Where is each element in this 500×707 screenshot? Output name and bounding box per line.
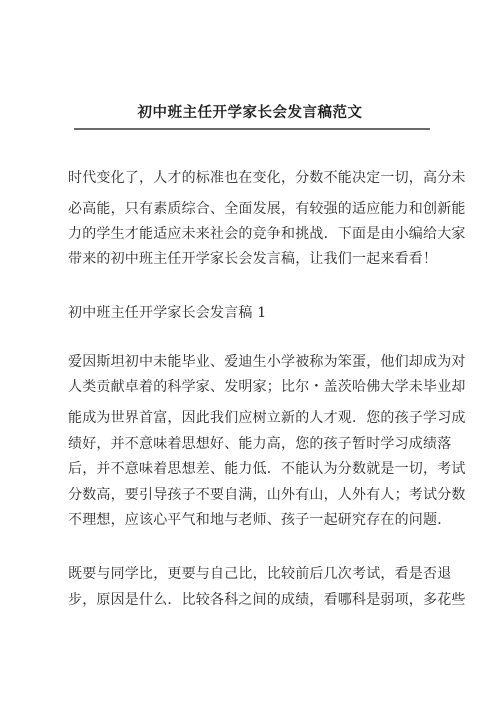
paragraph1-line-4: 绩好，并不意味着思想好、能力高，您的孩子暂时学习成绩落 xyxy=(68,436,452,452)
intro-line-4: 带来的初中班主任开学家长会发言稿，让我们一起来看看！ xyxy=(68,251,438,267)
paragraph1-line-6: 分数高，要引导孩子不要自满，山外有山，人外有人；考试分数 xyxy=(68,487,466,503)
paragraph1-line-1: 爱因斯坦初中未能毕业、爱迪生小学被称为笨蛋，他们却成为对 xyxy=(68,354,466,370)
paragraph2-line-1: 既要与同学比，更要与自己比，比较前后几次考试，看是否退 xyxy=(68,566,452,582)
paragraph1-line-5: 后，并不意味着思想差、能力低．不能认为分数就是一切，考试 xyxy=(68,461,466,477)
intro-line-2: 必高能，只有素质综合、全面发展，有较强的适应能力和创新能 xyxy=(68,201,466,217)
paragraph2-line-2: 步，原因是什么．比较各科之间的成绩，看哪科是弱项，多花些 xyxy=(68,592,466,608)
title-divider xyxy=(74,128,430,130)
intro-line-1: 时代变化了，人才的标准也在变化，分数不能决定一切，高分未 xyxy=(68,170,466,186)
paragraph1-line-3: 能成为世界首富，因此我们应树立新的人才观．您的孩子学习成 xyxy=(68,410,466,426)
section-heading: 初中班主任开学家长会发言稿 1 xyxy=(68,305,267,321)
intro-line-3: 力的学生才能适应未来社会的竞争和挑战．下面是由小编给大家 xyxy=(68,226,466,242)
document-title: 初中班主任开学家长会发言稿范文 xyxy=(137,104,363,121)
paragraph1-line-7: 不理想，应该心平气和地与老师、孩子一起研究存在的问题． xyxy=(68,512,452,528)
paragraph1-line-2: 人类贡献卓着的科学家、发明家；比尔・盖茨哈佛大学未毕业却 xyxy=(68,379,466,395)
